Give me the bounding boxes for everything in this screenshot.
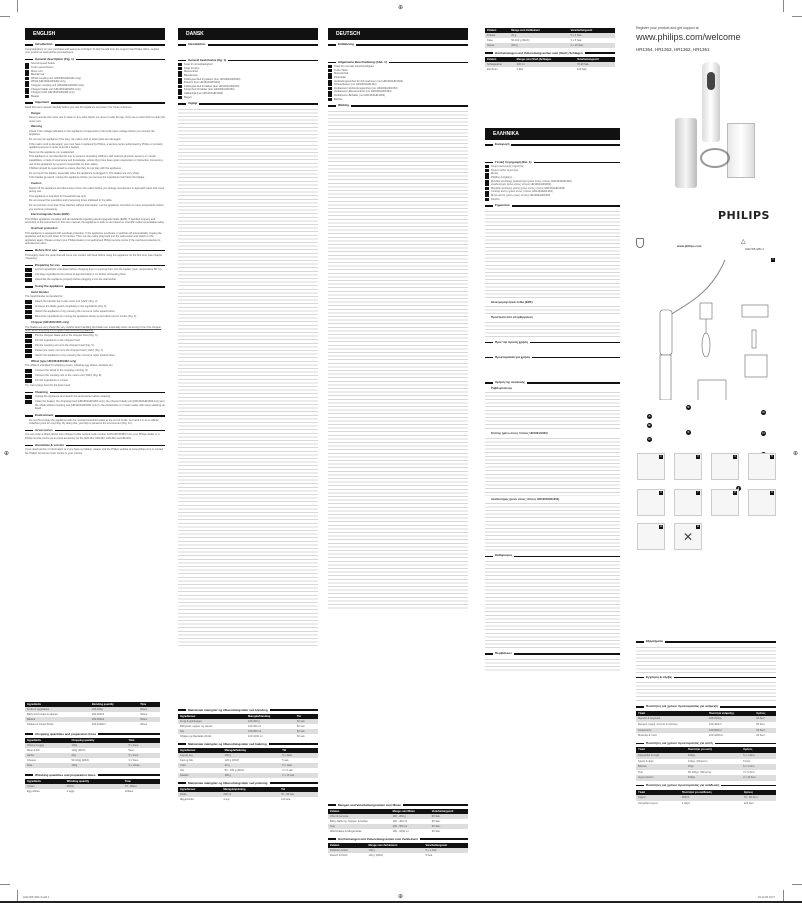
- list-item: If the blades get stuck, unplug the appliance before you remove the ingredients that block the blades.: [29, 176, 145, 180]
- subsection-title: Chopper (HR1364/1363 only): [31, 320, 69, 325]
- section-title: Εξαρτήματα: [636, 640, 776, 644]
- part-item: Chopper blade unit (HR1364/HR1363 only): [25, 88, 165, 92]
- crop-mark: [17, 0, 18, 12]
- crop-mark: [792, 16, 802, 17]
- part-item: Taste für normale Geschwindigkeit: [328, 65, 468, 69]
- table-title: Maksimale mængder og tilberedningstider ved hakning: [178, 742, 318, 746]
- deutsch-top-tables: [485, 26, 615, 74]
- table-row: Cream 200ml 70 - 90sec.: [25, 784, 160, 789]
- step: Let hot ingredients cool down before chopping them or pouring them into the beaker (max. temperature 80 °C).: [25, 268, 165, 272]
- paragraph: If you need service or information or if you have a problem, please visit the Philips website at www.philips.com or contact the Philips Consumer Care Centre in your country.: [25, 448, 164, 455]
- part-item: Ράβδος ανάμειξης: [485, 176, 620, 180]
- model-numbers: HR1364, HR1363, HR1362, HR1361: [636, 47, 710, 52]
- philips-logo: PHILIPS: [718, 209, 770, 222]
- greek-tables: [636, 637, 776, 808]
- paragraph: This Philips appliance complies with all standards regarding electromagnetic fields (EMF). If handled properly and according to the instructions in this user manual, the appliance is safe to use based on scientific evidence available today.: [25, 217, 165, 225]
- website-link[interactable]: www.philips.com: [677, 244, 702, 248]
- subsection-title: Κόπτης (μόνο στους τύπους HR1364/1363): [491, 431, 548, 436]
- body-text-placeholder: [485, 209, 620, 299]
- paragraph: The hand blender is intended for:: [25, 295, 64, 299]
- section-title: Σημαντικό: [485, 204, 620, 208]
- subsection-title: Caution: [31, 181, 42, 185]
- list-item: Do not exceed the quantities and processing times indicated in the table.: [29, 199, 113, 203]
- section-title: Environment: [25, 414, 165, 418]
- table-row: Meat & fish 120g (MAX) 5sec.: [27, 749, 135, 752]
- table-row: Herbs 20g 5 x 1sec.: [25, 753, 160, 758]
- dansk-column: [178, 28, 318, 647]
- table-title: Höchstmengen und Zubereitungszeiten zum (Steif-) Schlagen: [485, 51, 615, 55]
- whisk-table: Ingredienser Mængde/piskning Tid Fløde 200 ml 70 - 90 sek. Æggehvider 4 æg 120 sek.: [178, 787, 318, 802]
- crop-mark: [792, 884, 802, 885]
- part-item: Whisk (HR1364/HR1362 only): [25, 80, 165, 84]
- part-item: Koblingsenhed til hakker (kun HR1364/HR1363): [178, 85, 318, 89]
- table-title: Ποσότητες και χρόνοι προετοιμασίας για ανάμειξη: [636, 705, 776, 709]
- section-title: Guarantee & service: [25, 444, 165, 448]
- table-row: Egg whites 4 eggs 120sec.: [27, 790, 134, 793]
- deutsch-column: [328, 28, 468, 609]
- section-title: Allgemeine Beschreibung (Abb. 1): [328, 61, 468, 65]
- dansk-tables: [178, 705, 318, 804]
- step: Put the chopper blade unit in the chopper bowl (Fig. 5).: [25, 334, 165, 338]
- language-header: ENGLISH: [25, 28, 165, 40]
- callout-f: F: [687, 430, 690, 434]
- paragraph: Thoroughly clean the parts that will come into contact with food before using the appliance for the first time (see chapter 'Cleaning').: [25, 253, 163, 261]
- figure-11-recycle: 11 ✕: [674, 523, 702, 550]
- part-item: Κανάτα: [485, 198, 620, 202]
- crop-mark: [0, 884, 10, 885]
- subsection-title: Hand blender: [31, 289, 49, 294]
- step: Connect the coupling unit to the motor unit ('click') (Fig. 9).: [25, 374, 165, 378]
- step: Blend the ingredients by moving the appliance slowly up and down and in circles (Fig. 4).: [25, 315, 165, 319]
- section-title: Περιβάλλον: [485, 652, 620, 656]
- subsection-title: Ηλεκτρομαγνητικά πεδία (EMF): [491, 299, 533, 304]
- body-text-placeholder: [178, 107, 318, 647]
- welcome-url[interactable]: www.philips.com/welcome: [636, 32, 741, 42]
- table-title: Maksimale mængder og tilberedningstider ved piskning: [178, 781, 318, 785]
- part-item: Μονάδα σύνδεσης αναδευτήρα (μόνο στους τύπους HR1364/HR1362): [485, 180, 620, 184]
- part-item: Piskeris (kun HR1364/HR1362): [178, 81, 318, 85]
- step: Clean the beaker, the chopping bowl (HR1364/HR1363 only), the chopper blade unit (HR1364/HR1363 only) and the whisk without coupling unit (HR1364/HR1362 only) in the dishwasher or in warm water with some washing-up liquid.: [25, 400, 165, 411]
- footer-slug-right: 03-12-09 10:27: [758, 896, 775, 899]
- section-title: Wichtig: [328, 104, 468, 108]
- list-item: Never let the appliance run unattended.: [29, 150, 75, 154]
- paragraph: [636, 680, 776, 702]
- philips-shield-icon: [636, 238, 644, 248]
- figure-8: 8: [711, 489, 739, 516]
- crossed-bin-icon: ✕: [683, 530, 694, 544]
- registration-mark: ⊕: [398, 894, 404, 900]
- deutsch-tables: [328, 800, 468, 860]
- section-title: Accessories: [25, 429, 165, 433]
- part-item: Schneebesen (nur HR1364/HR1362): [328, 83, 468, 87]
- table-row: Fruits & vegetables 100-200g 60sec.: [25, 707, 160, 712]
- chop-table: Ingredienser Mængde/hakning Tid Løg og æg 100 g 5 x 1sek. Kød og fisk 120 g (MAX) 5 sek. Urter 20 g 5 x 1sek. Ost 50 - 100 g (MAX) 3 x 5 sek. Nødder 100 g 2 x 10 sek.: [178, 748, 318, 778]
- table-row: Shakes & mixed drinks 100-1000ml 60sec.: [27, 723, 148, 726]
- paragraph: [328, 48, 468, 58]
- paragraph: [485, 360, 620, 378]
- part-item: Whisk coupling unit (HR1364/HR1362 only): [25, 77, 165, 81]
- part-item: Blender bar: [25, 73, 165, 77]
- subsection-title: Whisk (type HR1364/HR1362 only): [31, 358, 77, 363]
- figure-3: 3: [674, 453, 702, 480]
- product-photo: [660, 58, 780, 198]
- section-title: Before first use: [25, 249, 165, 253]
- table-row: Batters 100-500ml 60sec.: [25, 717, 160, 722]
- registration-mark: ⊕: [793, 451, 799, 457]
- list-item: Do not process more than three batches without interruption. Let the appliance cool down to room temperature before you continue processing.: [29, 203, 164, 211]
- whisk-table: Zutaten Menge zum (Steif-)Schlagen Verarbeitungszeit Schlagsahne 200 ml 70-90 Sek. Eischnee 4 Eier 120 Sek.: [485, 57, 615, 72]
- step: Put the ingredients in a bowl.: [25, 379, 165, 383]
- part-item: Blenderstav: [178, 74, 318, 78]
- step: Switch the appliance on by pressing the normal or turbo speed button.: [25, 354, 165, 358]
- paragraph: You can order a direct-driven mini chopper (order service code number 4203 035 83450) from your Philips dealer or a Philips service centre as an extra accessory for the HR1364, HR1363, HR1362 and HR1361.: [25, 433, 160, 440]
- paragraph: [485, 501, 620, 551]
- greek-column: [485, 128, 620, 673]
- language-header: DEUTSCH: [328, 28, 468, 40]
- paragraph: The whisk is intended for whipping cream, whisking egg whites, desserts etc.: [25, 364, 114, 368]
- language-header: ΕΛΛΗΝΙΚΑ: [485, 128, 620, 140]
- part-item: Knap til turbo: [178, 67, 318, 71]
- paragraph: [485, 436, 620, 496]
- body-text-placeholder: [485, 320, 620, 338]
- paragraph: Do not throw away the appliance with the normal household waste at the end of its life, but hand it in at an official collection point for recycling. By doing this, you help to preserve the environment (Fig. 11).: [29, 418, 159, 426]
- paragraph: [485, 657, 620, 673]
- subsection-title: Προστασία από υπερθέρμανση: [491, 315, 533, 320]
- figure-10: 10: [637, 523, 665, 550]
- table-title: Ποσότητες και χρόνοι προετοιμασίας για κοπή: [636, 742, 776, 746]
- step: Put the coupling unit onto the chopper bowl (Fig. 6).: [25, 344, 165, 348]
- subsection-title: Ραβδομπλέντερ: [491, 385, 513, 390]
- exploded-diagram: [640, 255, 790, 400]
- section-title: Introduktion: [178, 43, 318, 47]
- table-title: Mengen und Verarbeitungszeiten zum Mixen: [328, 803, 468, 807]
- list-item: Do not touch the blades, especially when the appliance is plugged in. The blades are very sharp.: [29, 171, 140, 175]
- part-item: Koblingsenhed til piskeris (kun HR1364/HR1362): [178, 78, 318, 82]
- table-row: Baby food soups & sauces 100-400ml 60sec.: [27, 713, 148, 716]
- whisking-table: Ingredients Whisking quantity Time Cream 200ml 70 - 90sec. Egg whites 4 eggs 120sec.: [25, 779, 160, 794]
- section-title: General description (Fig. 1): [25, 58, 165, 62]
- step: Assemble the appliance properly before plugging it into the wall socket.: [25, 278, 165, 282]
- blending-table: Ingredients Blending quantity Time Fruits & vegetables 100-200g 60sec. Baby food soups & sauces 100-400ml 60sec. Batters 100-500ml 60sec. Shakes & mixed drinks 100-1000ml 60sec.: [25, 702, 160, 727]
- part-item: Μπολ κόπτη (μόνο στους τύπους HR1364/HR1363): [485, 194, 620, 198]
- callout-b: B: [648, 423, 651, 427]
- crop-mark: [783, 0, 784, 12]
- figure-label: 1: [772, 258, 774, 261]
- part-item: Motoreinheit: [328, 72, 468, 76]
- language-header: DANSK: [178, 28, 318, 40]
- section-title: Cleaning: [25, 391, 165, 395]
- greek-whisk-table: Υλικά Ποσότητα για ανάδευση Χρόνος Κρέμα 200ml 70 - 90 δευτ. Ασπράδια αυγών 4 αβγά 120 δευτ.: [636, 790, 776, 807]
- part-item: Λεπίδες κόπτη (μόνο στους τύπους HR1364/HR1363): [485, 190, 620, 194]
- list-item: If the mains cord is damaged, you must have it replaced by Philips, a service centre authorised by Philips or similarly qualified persons in order to avoid a hazard.: [29, 142, 163, 150]
- section-title: Εγγύηση & σέρβις: [636, 676, 776, 680]
- part-item: Chopper coupling unit (HR1364/HR1363 only): [25, 84, 165, 88]
- subsection-title: Warning: [31, 124, 43, 129]
- footer-slug-left: 4222.005.4331.4.indd 1: [23, 896, 50, 899]
- table-row: Onions & eggs 100g 5 x 1sec.: [25, 743, 160, 748]
- callout-c: C: [648, 437, 651, 441]
- subsection-title: Danger: [31, 110, 41, 115]
- part-item: Zerkleinerer-Messereinheit (nur HR1364/HR1363): [328, 90, 468, 94]
- part-item: Normal speed button: [25, 62, 165, 66]
- step: Fasten the motor unit onto the chopper bowl ('click') (Fig. 7).: [25, 349, 165, 353]
- blend-table: Ingredienser Mængde/blanding Tid Frugt & grøntsager 100-200 g 60 sek. Babymad, supper og saucer 100-400 ml 60 sek. Dej 100-500 ml 60 sek. Shakes og blandede drinks 100-1000 ml 60 sek.: [178, 714, 318, 739]
- list-item: This appliance is intended for household use only.: [29, 194, 87, 198]
- intro-text: Congratulations on your purchase and welcome to Philips! To fully benefit from the support that Philips offers, register your product at www.philips.com/welcome.: [25, 47, 160, 55]
- part-item: Κουμπί turbo ταχύτητας: [485, 169, 620, 173]
- part-item: Zerkleinerer-Behälter (nur HR1364/HR1363): [328, 94, 468, 98]
- table-row: Cheese 50-100g (MAX) 3 x 5sec.: [27, 759, 139, 762]
- table-row: Nuts 100g 2 x 10sec.: [25, 763, 160, 768]
- part-item: Chopper bowl (HR1364/HR1363 only): [25, 91, 165, 95]
- paragraph: This appliance is equipped with overheat protection. If the appliance overheats, it switches off automatically. Unplug the appliance and let it cool down for 5 minutes. Then put the mains plug back into the wall socket and switch on the appliance again. Please contact your Philips dealer or an authorised Philips service centre if the overheat protection is activated too often.: [25, 231, 162, 246]
- subsection-title: Αναδευτήρας (μόνο στους τύπους HR1364/HR1362): [491, 496, 560, 501]
- section-title: Προετοιμασία για χρήση: [485, 356, 620, 360]
- greek-blend-table: Υλικά Ποσότητα ανάμειξης Χρόνος Φρούτα & λαχανικά 100-200γρ. 60 δευτ. Βρεφική τροφή, σούπες & σάλτσες 100-400ml 60 δευτ. Κουρκούτια 100-500ml 60 δευτ. Μιλκσέικ & ποτά 100-1000ml 60 δευτ.: [636, 711, 776, 739]
- part-item: Zerkleinerer-Verbindungseinheit (nur HR1364/HR1363): [328, 87, 468, 91]
- section-title: Χρήση της συσκευής: [485, 381, 620, 385]
- figure-9: 9: [748, 489, 776, 516]
- step: Connect the whisk to the coupling unit (Fig. 8).: [25, 369, 165, 373]
- section-title: Καθαρισμός: [485, 554, 620, 558]
- paragraph: [485, 559, 620, 649]
- paragraph: Never immerse the motor unit in water or any other liquid, nor rinse it under the tap. Only use a moist cloth to clean the motor unit.: [29, 116, 165, 123]
- step: Attach the blender bar to the motor unit ('click') (Fig. 2).: [25, 300, 165, 304]
- paragraph: [636, 645, 776, 673]
- table-title: Chopping quantities and preparation times: [25, 732, 160, 736]
- table-title: Maksimale mængder og tilberedningstider ved blending: [178, 708, 318, 712]
- part-item: Motor unit: [25, 70, 165, 74]
- table-title: Höchstmengen und Zubereitungszeiten zum Zerkleinern: [328, 837, 468, 841]
- subsection-title: Electromagnetic fields (EMF): [31, 212, 70, 217]
- section-title: Important: [25, 101, 165, 105]
- paragraph: [485, 148, 620, 158]
- list-item: Children should be supervised to ensure that they do not play with the appliance.: [29, 167, 122, 171]
- english-column: [25, 28, 165, 456]
- section-title: Einführung: [328, 43, 468, 47]
- part-item: Hakkeskål (kun HR1364/HR1363): [178, 92, 318, 96]
- section-title: Introduction: [25, 43, 165, 47]
- list-item: Do not use the appliance if the plug, the mains cord or other parts are damaged.: [29, 138, 121, 142]
- section-title: Γενική περιγραφή (Εικ. 1): [485, 161, 620, 165]
- figure-6: 6: [637, 489, 665, 516]
- section-title: Generel beskrivelse (fig. 1): [178, 59, 318, 63]
- english-tables: [25, 700, 160, 796]
- part-item: Beaker: [25, 95, 165, 99]
- step: Unplug the appliance and detach the accessories before cleaning.: [25, 395, 165, 399]
- step: Cut large ingredients into pieces of approximately 2 cm before processing them.: [25, 273, 165, 277]
- part-item: Κουμπί κανονικής ταχύτητας: [485, 165, 620, 169]
- paragraph: [485, 346, 620, 353]
- part-item: Μοτέρ: [485, 172, 620, 176]
- part-item: Αναδευτήρας (μόνο στους τύπους HR1364/HR1362): [485, 183, 620, 187]
- part-item: Verbindungseinheit für Schneebesen (nur HR1364/HR1362): [328, 80, 468, 84]
- register-text: Register your product and get support at: [636, 26, 699, 30]
- part-item: Pürierstab: [328, 76, 468, 80]
- body-text-placeholder: [328, 109, 468, 609]
- callout-g: G: [762, 410, 765, 414]
- list-item: Check if the voltage indicated on the appliance corresponds to the local mains voltage before you connect the appliance.: [29, 129, 155, 137]
- part-item: Knap til normalhastighed: [178, 63, 318, 67]
- callout-a: A: [648, 414, 651, 418]
- paragraph: [178, 48, 318, 56]
- part-item: Bæger: [178, 96, 318, 100]
- step: Put the ingredients in the chopper bowl.: [25, 339, 165, 343]
- step: Immerse the blade guard completely in the ingredients (Fig. 3).: [25, 305, 165, 309]
- callout-j: J: [737, 486, 740, 490]
- figure-7: 7: [674, 489, 702, 516]
- paragraph: [485, 390, 620, 430]
- part-item: Μονάδα σύνδεσης κόπτη (μόνο στους τύπους HR1364/HR1363): [485, 187, 620, 191]
- section-title: Using the appliance: [25, 285, 165, 289]
- subsection-title: Overheat protection: [31, 225, 58, 230]
- part-item: Motorenhed: [178, 70, 318, 74]
- figure-5: 5: [748, 453, 776, 480]
- registration-mark: ⊕: [4, 451, 10, 457]
- part-item: Turbo-Taste: [328, 69, 468, 73]
- part-item: Becher: [328, 98, 468, 102]
- section-title: Πριν την πρώτη χρήση: [485, 341, 620, 345]
- section-title: Vigtigt: [178, 102, 318, 106]
- callout-h: H: [762, 431, 765, 435]
- step: Switch the appliance on by pressing the normal or turbo speed button.: [25, 310, 165, 314]
- table-title: Ποσότητες και χρόνοι προετοιμασίας για ανάδευση: [636, 784, 776, 788]
- callout-e: E: [687, 405, 690, 409]
- table-title: Whisking quantities and preparation times: [25, 773, 160, 777]
- part-item: Turbo speed button: [25, 66, 165, 70]
- list-item: This appliance is not intended for use by persons (including children) with reduced physical, sensory or mental capabilities, or lack of experience and knowledge, unless they have been given supervision or instruction concerning use of the appliance by a person responsible for their safety.: [29, 155, 163, 166]
- chop-table: Zutaten Menge zum Zerkleinern Verarbeitungszeit Zwiebeln & Eier 100 g 5 x 1 Sek. Fleisch & Fisch 120 g (MAX) 5 Sek.: [328, 843, 468, 858]
- document-code: 4222.005.4331.4: [745, 248, 764, 251]
- part-item: Knivenhed til hakker (kun HR1364/HR1363): [178, 88, 318, 92]
- mix-table: Zutaten Menge zum Mixen Verarbeitungszeit Obst & Gemüse 100 - 200 g 60 Sek. Baby-Nahrung, Suppen & Soßen 100 - 400 ml 60 Sek. Teig 100 - 500 ml 60 Sek. Milchshakes & Mixgetränke 100 - 1000 ml 60 Sek.: [328, 809, 468, 834]
- registration-mark: ⊕: [398, 5, 404, 11]
- section-title: Εισαγωγή: [485, 143, 620, 147]
- crop-mark: [0, 16, 10, 17]
- greek-chop-table: Υλικά Ποσότητα για κοπή Χρόνος Κρεμμύδια & αυγά 100γρ. 5 x 1 δευτ. Κρέας & ψάρι 120γρ. (Μέγιστο) 5 δευτ. Βότανα 20γρ. 5 x 1 δευτ. Τυρί 50-100γρ. (Μέγιστο) 3 x 5 δευτ. Ξηροί καρποί 100γρ. 2 x 10 δευτ.: [636, 747, 776, 781]
- tip-text: Tip: Use a large bowl for the best result.: [25, 384, 71, 388]
- section-title: Preparing for use: [25, 264, 165, 268]
- paragraph: Read this user manual carefully before you use the appliance and save it for future reference.: [25, 105, 133, 109]
- warning-text: The blades are very sharp! Be very careful when handling the blade unit, especially when removing it from the chopper bowl, when emptying the chopper bowl and during cleaning.: [25, 325, 162, 333]
- figure-2: 2: [637, 453, 665, 480]
- recycle-icon: △: [741, 239, 746, 245]
- body-text-placeholder: [485, 304, 620, 314]
- list-item: Switch off the appliance and disconnect it from the mains before you change accessories or approach parts that move during use.: [29, 186, 165, 194]
- parts-list: [25, 62, 165, 98]
- chop-table-cont: Zutaten Menge zum Zerkleinern Verarbeitungszeit Kräuter 20 g 5 x 1 Sek. Käse 50-100 g (MAX) 3 x 5 Sek. Nüsse 100 g 2 x 10 Sek.: [485, 28, 615, 48]
- chopping-table: Ingredients Chopping quantity Time Onions & eggs 100g 5 x 1sec. Meat & fish 120g (MAX) 5sec. Herbs 20g 5 x 1sec. Cheese 50-100g (MAX) 3 x 5sec. Nuts 100g 2 x 10sec.: [25, 738, 160, 768]
- figure-4: 4: [711, 453, 739, 480]
